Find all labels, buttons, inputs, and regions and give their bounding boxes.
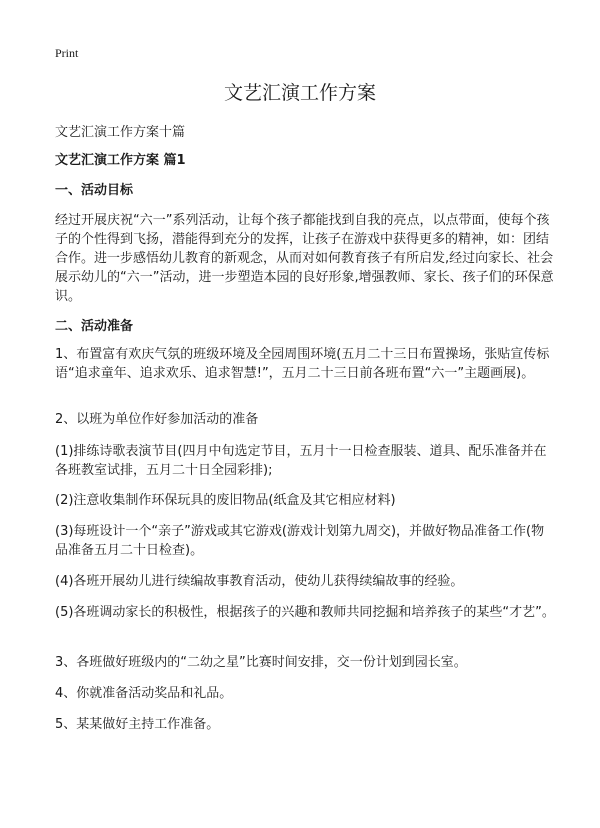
list-item: 5、某某做好主持工作准备。 bbox=[55, 717, 220, 732]
page-title: 文艺汇演工作方案 bbox=[223, 82, 376, 104]
list-item: (3)每班设计一个“亲子”游戏或其它游戏(游戏计划第九周交)，并做好物品准备工作(物品准备五月二十日检查)。 bbox=[55, 524, 545, 558]
list-item: (4)各班开展幼儿进行续编故事教育活动，使幼儿获得续编故事的经验。 bbox=[55, 574, 464, 589]
list-item: 3、各班做好班级内的“二幼之星”比赛时间安排，交一份计划到园长室。 bbox=[55, 655, 467, 670]
list-item: (2)注意收集制作环保玩具的废旧物品(纸盒及其它相应材料) bbox=[55, 493, 396, 508]
heading-prep: 二、活动准备 bbox=[55, 319, 134, 334]
list-item: (1)排练诗歌表演节目(四月中旬选定节目，五月十一日检查服装、道具、配乐准备并在各班教室试排，五月二十日全园彩排); bbox=[55, 444, 547, 478]
list-item: 4、你就准备活动奖品和礼品。 bbox=[55, 686, 233, 701]
list-item: (5)各班调动家长的积极性，根据孩子的兴趣和教师共同挖掘和培养孩子的某些“才艺”。 bbox=[55, 605, 555, 620]
list-item: 1、布置富有欢庆气氛的班级环境及全园周围环境(五月二十三日布置操场，张贴宣传标语“追求童年、追求欢乐、追求智慧!”，五月二十三日前各班布置“六一”主题画展)。 bbox=[55, 347, 550, 381]
section-title: 文艺汇演工作方案 篇1 bbox=[55, 153, 186, 168]
heading-goals: 一、活动目标 bbox=[55, 183, 134, 198]
list-item: 2、以班为单位作好参加活动的准备 bbox=[55, 412, 259, 427]
paragraph-goals: 经过开展庆祝“六一”系列活动，让每个孩子都能找到自我的亮点，以点带面，使每个孩子的个性得到飞扬，潜能得到充分的发挥，让孩子在游戏中获得更多的精神，如：团结合作。进一步感悟幼儿教育的新观念，从而对如何教育孩子有所启发,经过向家长、社会展示幼儿的“六一”活动，进一步塑造本园的良好形象,增强教师、家长、孩子们的环保意识。 bbox=[55, 213, 554, 304]
doc-subtitle: 文艺汇演工作方案十篇 bbox=[55, 125, 186, 140]
print-label: Print bbox=[55, 46, 79, 60]
